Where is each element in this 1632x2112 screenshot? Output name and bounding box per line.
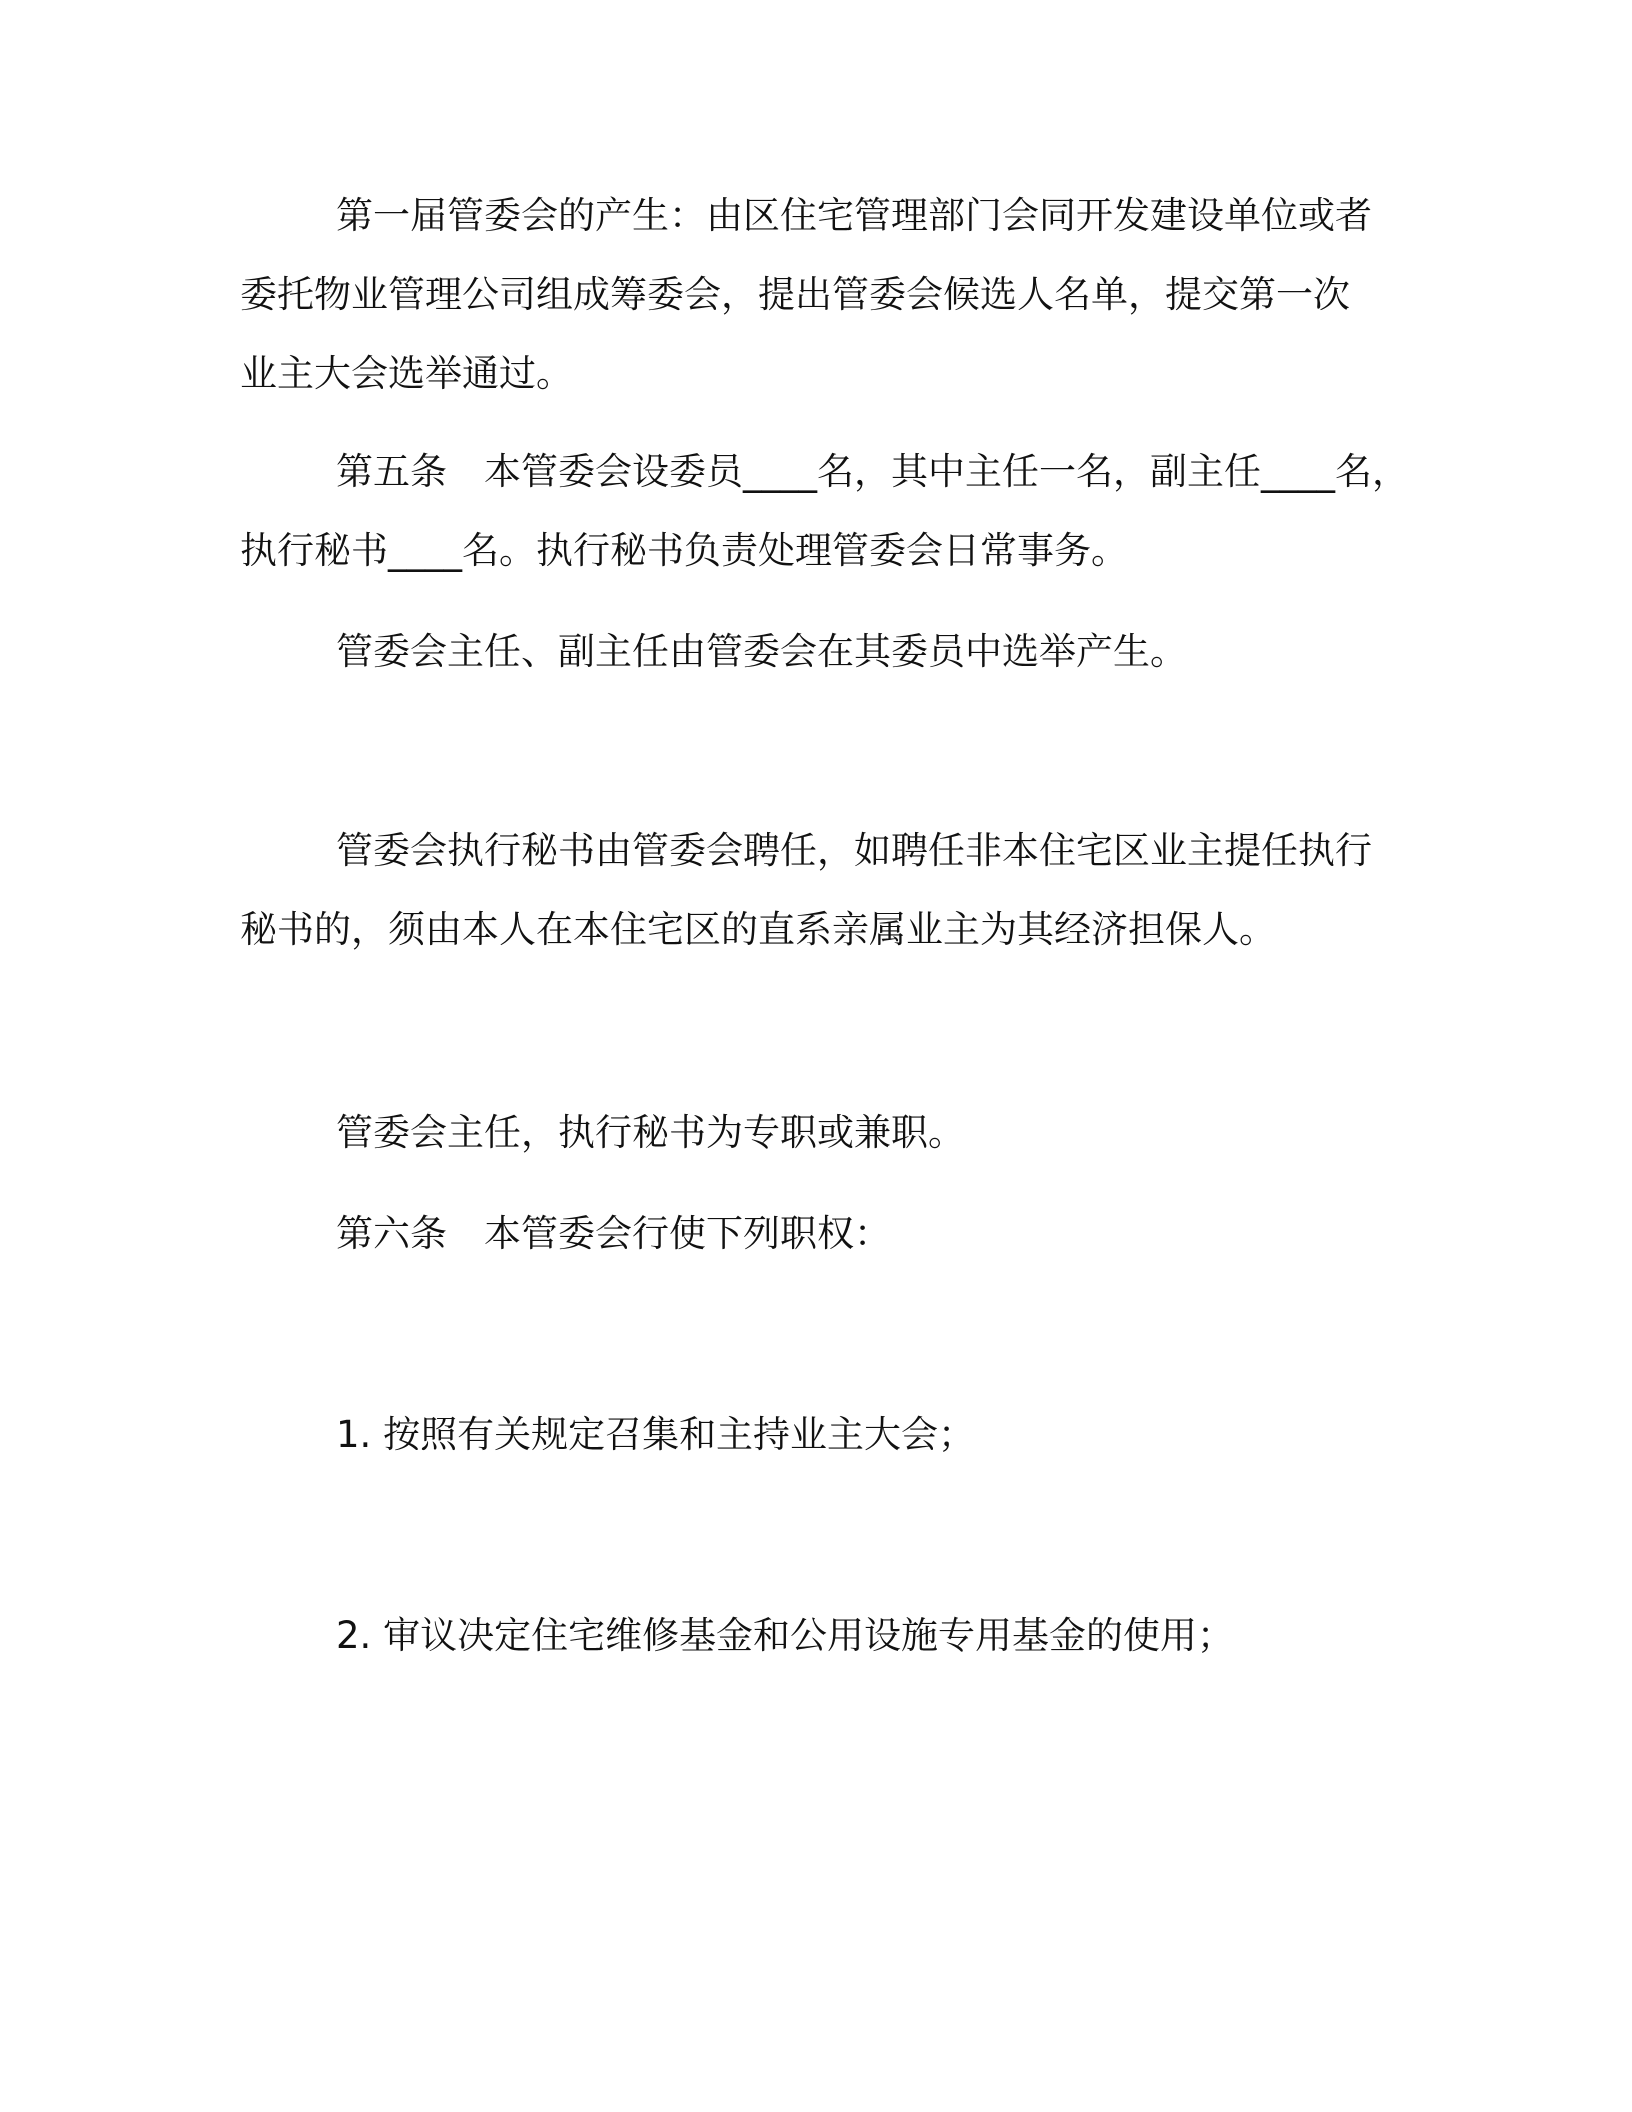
paragraph-first-committee xyxy=(240,176,1400,413)
paragraph-line: 第五条 本管委会设委员____名，其中主任一名，副主任____名， xyxy=(336,450,1409,493)
paragraph-line: 管委会主任，执行秘书为专职或兼职。 xyxy=(336,1111,965,1154)
paragraph-line: 第一届管委会的产生：由区住宅管理部门会同开发建设单位或者 xyxy=(336,194,1372,237)
paragraph-article-five xyxy=(240,432,1409,590)
list-item-1 xyxy=(240,1395,1400,1474)
paragraph-line: 执行秘书____名。执行秘书负责处理管委会日常事务。 xyxy=(240,529,1128,572)
paragraph-line: 1. 按照有关规定召集和主持业主大会； xyxy=(336,1413,976,1456)
paragraph-line: 委托物业管理公司组成筹委会，提出管委会候选人名单，提交第一次 xyxy=(240,273,1350,316)
paragraph-fulltime-parttime xyxy=(240,1093,1400,1172)
paragraph-executive-secretary xyxy=(240,811,1400,969)
paragraph-article-six xyxy=(240,1194,1400,1273)
paragraph-line: 秘书的，须由本人在本住宅区的直系亲属业主为其经济担保人。 xyxy=(240,908,1276,951)
paragraph-director-election xyxy=(240,612,1400,691)
list-item-2 xyxy=(240,1596,1400,1675)
paragraph-line: 业主大会选举通过。 xyxy=(240,352,573,395)
paragraph-line: 管委会主任、副主任由管委会在其委员中选举产生。 xyxy=(336,630,1187,673)
paragraph-line: 管委会执行秘书由管委会聘任，如聘任非本住宅区业主提任执行 xyxy=(336,829,1372,872)
paragraph-line: 2. 审议决定住宅维修基金和公用设施专用基金的使用； xyxy=(336,1614,1235,1657)
paragraph-line: 第六条 本管委会行使下列职权： xyxy=(336,1212,891,1255)
